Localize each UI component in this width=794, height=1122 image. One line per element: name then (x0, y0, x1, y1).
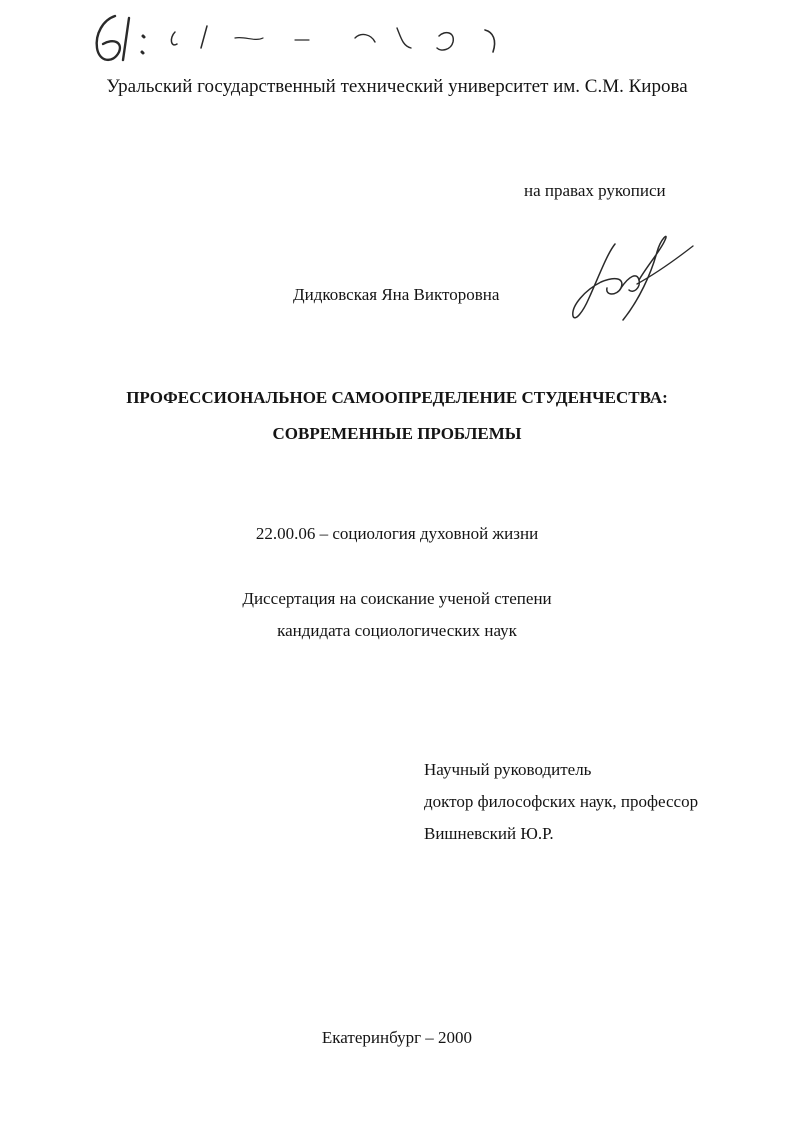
annotation-stroke-g (437, 33, 453, 50)
annotation-stroke-6 (97, 16, 120, 60)
author-signature (565, 232, 700, 327)
author-name: Дидковская Яна Викторовна (293, 285, 500, 304)
annotation-stroke-1 (123, 18, 129, 60)
degree-line-2: кандидата социологических наук (277, 621, 517, 640)
signature-cross (637, 246, 693, 284)
dissertation-title-line-2: СОВРЕМЕННЫЕ ПРОБЛЕМЫ (272, 424, 522, 443)
dissertation-title-line-1: ПРОФЕССИОНАЛЬНОЕ САМООПРЕДЕЛЕНИЕ СТУДЕНЧЕСТВА: (126, 388, 668, 407)
annotation-stroke-b (201, 26, 207, 48)
annotation-stroke-f (397, 28, 411, 48)
supervisor-role: Научный руководитель (424, 760, 592, 779)
annotation-stroke-h (485, 30, 495, 52)
annotation-stroke-a (171, 32, 177, 45)
annotation-stroke-c (235, 38, 263, 40)
handwritten-annotation (85, 8, 525, 70)
specialty-code: 22.00.06 – социология духовной жизни (255, 524, 539, 543)
supervisor-rank: доктор философских наук, профессор (424, 792, 699, 811)
annotation-stroke-colon-top (143, 36, 144, 37)
annotation-stroke-e (355, 35, 375, 42)
supervisor-name: Вишневский Ю.Р. (424, 824, 554, 843)
university-name: Уральский государственный технический университет им. С.М. Кирова (106, 76, 688, 97)
manuscript-note: на правах рукописи (524, 181, 666, 200)
place-and-year: Екатеринбург – 2000 (321, 1028, 473, 1047)
degree-line-1: Диссертация на соискание ученой степени (242, 589, 552, 608)
annotation-stroke-colon-bottom (142, 52, 143, 53)
signature-loop (573, 244, 622, 318)
